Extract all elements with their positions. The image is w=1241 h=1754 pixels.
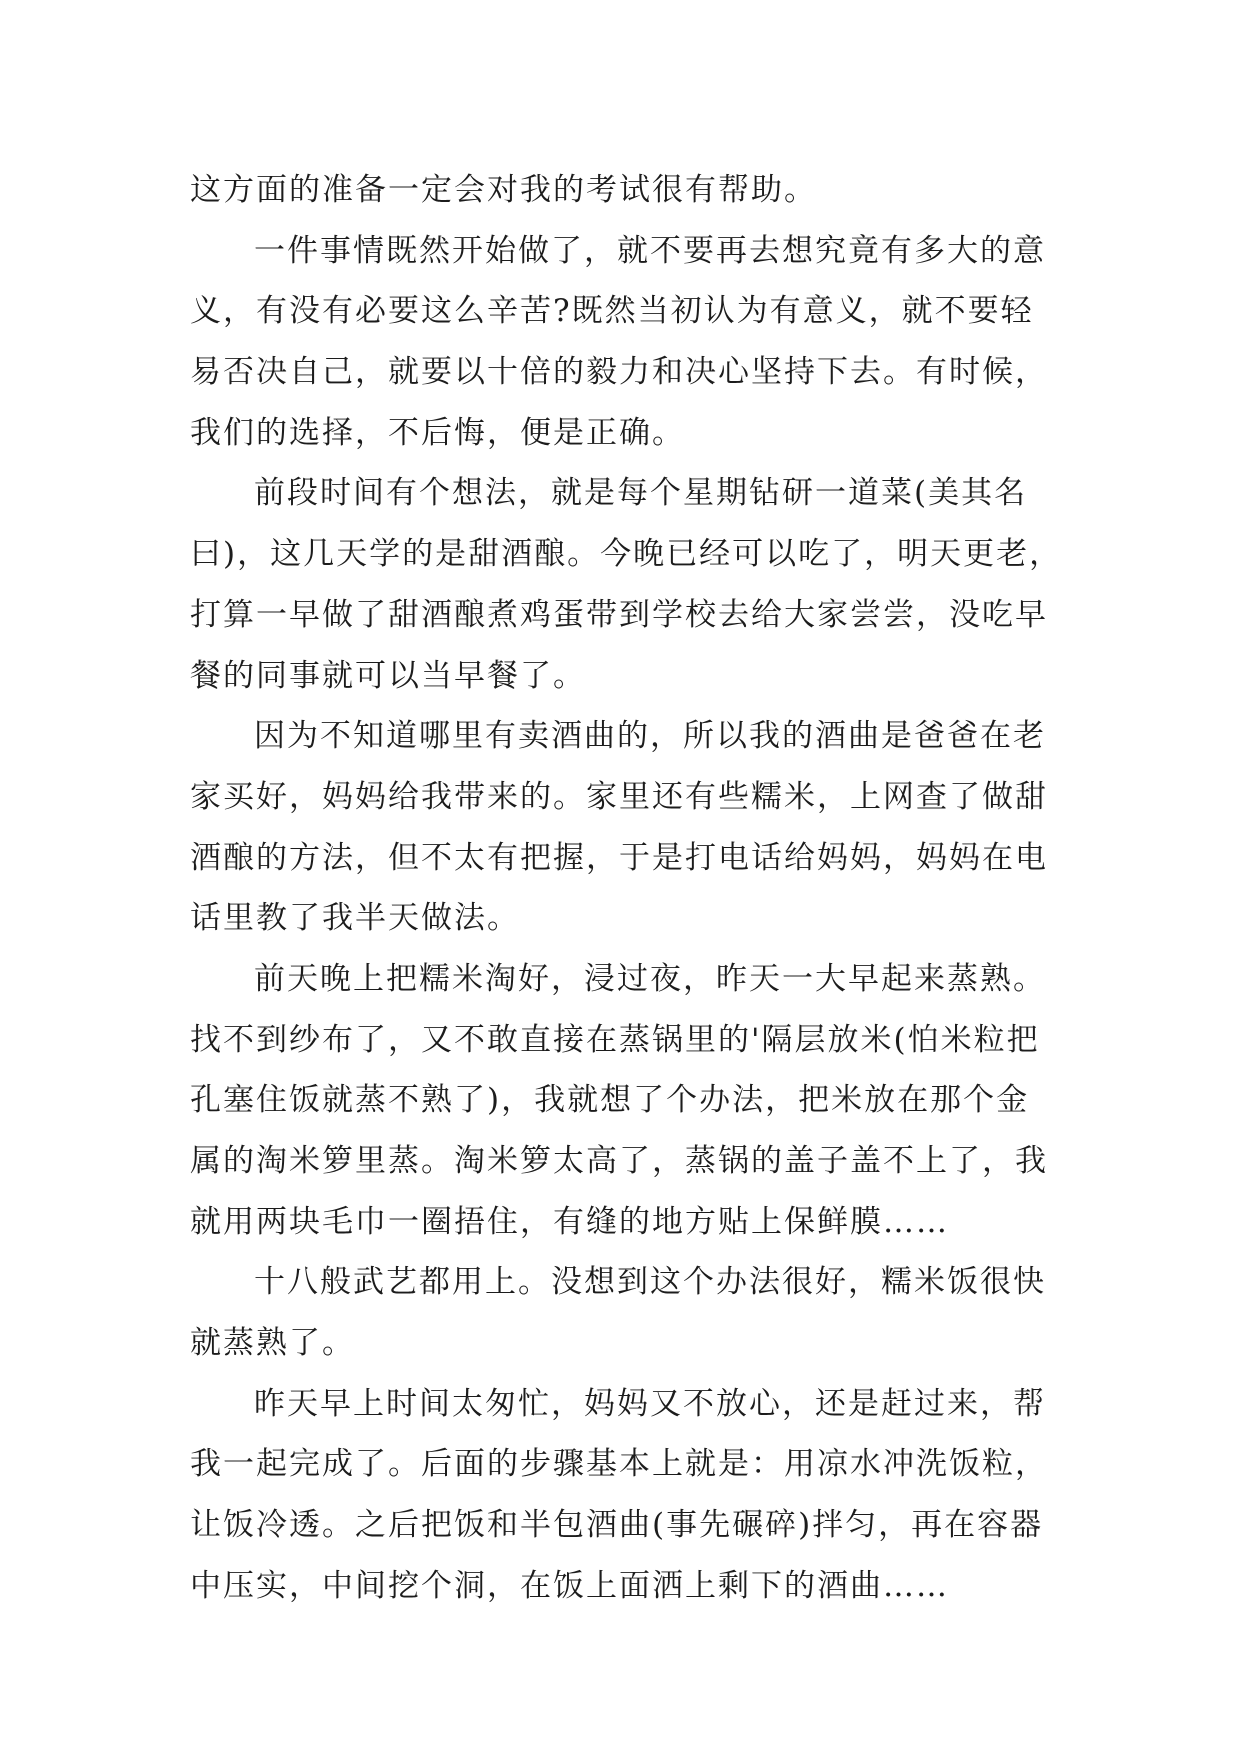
paragraph-first-line: 一件事情既然开始做了，就不要再去想究竟有多大的意 (254, 232, 1046, 269)
text-line: 让饭冷透。之后把饭和半包酒曲(事先碾碎)拌匀，再在容器 (190, 1507, 1044, 1544)
text-line: 这方面的准备一定会对我的考试很有帮助。 (190, 172, 817, 208)
text-line: 我们的选择，不后悔，便是正确。 (190, 414, 685, 451)
paragraph-first-line: 十八般武艺都用上。没想到这个办法很好，糯米饭很快 (254, 1264, 1046, 1301)
text-line: 找不到纱布了，又不敢直接在蒸锅里的'隔层放米(怕米粒把 (190, 1021, 1040, 1058)
paragraph-first-line: 昨天早上时间太匆忙，妈妈又不放心，还是赶过来，帮 (254, 1385, 1046, 1422)
document-body (190, 160, 1063, 1617)
text-line: 属的淘米箩里蒸。淘米箩太高了，蒸锅的盖子盖不上了，我 (190, 1143, 1048, 1179)
text-line: 酒酿的方法，但不太有把握，于是打电话给妈妈，妈妈在电 (190, 839, 1048, 876)
text-line: 中压实，中间挖个洞，在饭上面洒上剩下的酒曲…… (190, 1567, 949, 1604)
text-line: 孔塞住饭就蒸不熟了)，我就想了个办法，把米放在那个金 (190, 1082, 1030, 1119)
text-line: 易否决自己，就要以十倍的毅力和决心坚持下去。有时候， (190, 354, 1048, 391)
text-line: 话里教了我半天做法。 (190, 900, 520, 937)
text-line: 曰)，这几天学的是甜酒酿。今晚已经可以吃了，明天更老， (190, 536, 1063, 573)
text-line: 义，有没有必要这么辛苦?既然当初认为有意义，就不要轻 (190, 293, 1034, 330)
text-line: 我一起完成了。后面的步骤基本上就是：用凉水冲洗饭粒， (190, 1446, 1048, 1483)
paragraph-first-line: 前天晚上把糯米淘好，浸过夜，昨天一大早起来蒸熟。 (254, 960, 1046, 997)
text-line: 就用两块毛巾一圈捂住，有缝的地方贴上保鲜膜…… (190, 1203, 949, 1240)
paragraph-first-line: 因为不知道哪里有卖酒曲的，所以我的酒曲是爸爸在老 (254, 718, 1046, 755)
text-line: 就蒸熟了。 (190, 1325, 355, 1362)
text-line: 家买好，妈妈给我带来的。家里还有些糯米，上网查了做甜 (190, 778, 1048, 815)
text-line: 打算一早做了甜酒酿煮鸡蛋带到学校去给大家尝尝，没吃早 (190, 596, 1048, 633)
text-line: 餐的同事就可以当早餐了。 (190, 657, 586, 694)
paragraph-first-line: 前段时间有个想法，就是每个星期钻研一道菜(美其名 (254, 475, 1028, 512)
